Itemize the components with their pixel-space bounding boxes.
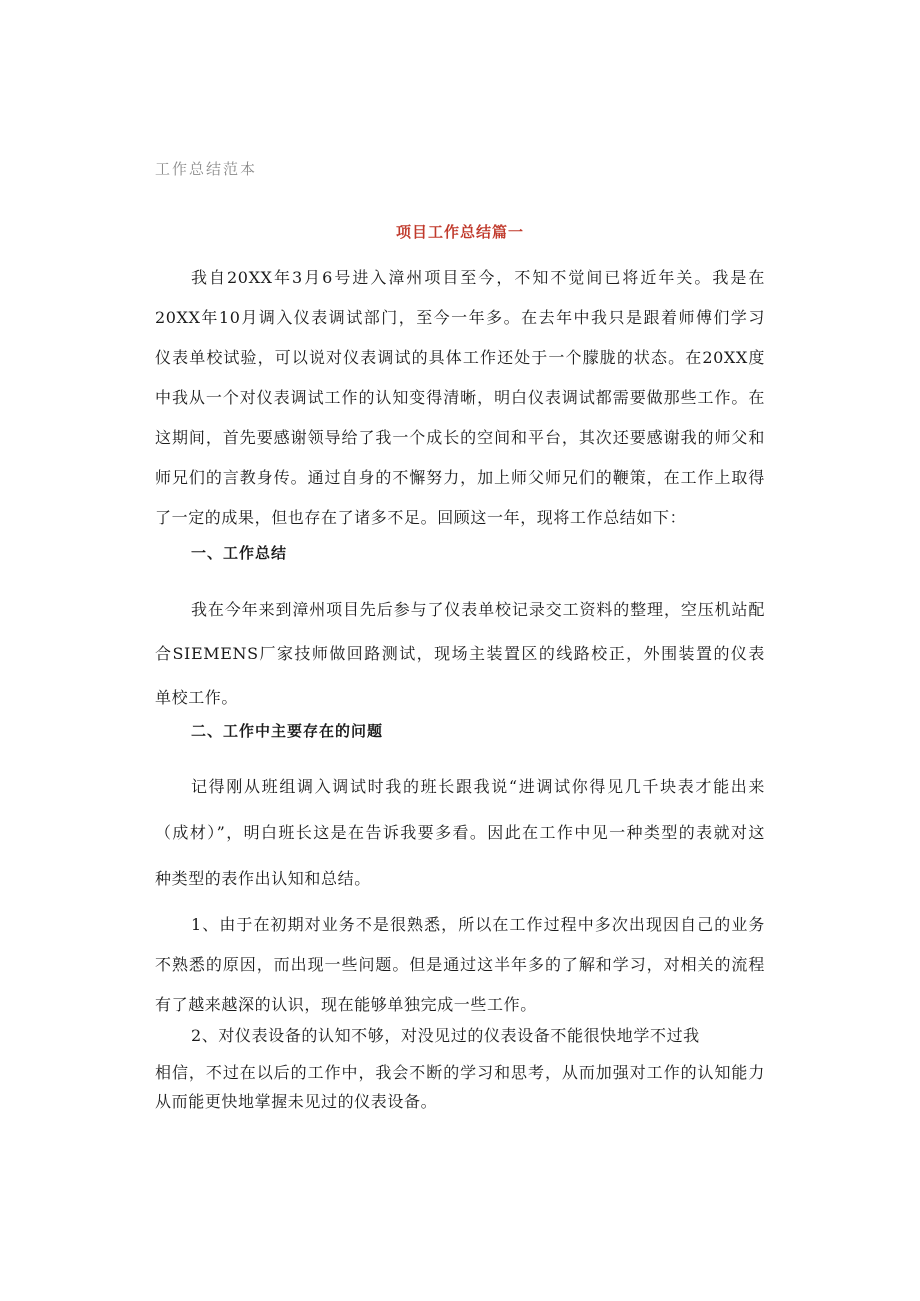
paragraph-line: 相信，不过在以后的工作中，我会不断的学习和思考，从而加强对工作的认知能力 — [155, 1063, 765, 1082]
paragraph-line: 这期间，首先要感谢领导给了我一个成长的空间和平台，其次还要感谢我的师父和 — [155, 428, 765, 447]
paragraph-line: 20XX年10月调入仪表调试部门，至今一年多。在去年中我只是跟着师傅们学习 — [155, 308, 765, 327]
intro-paragraph — [155, 258, 765, 538]
paragraph-line: 合SIEMENS厂家技师做回路测试，现场主装置区的线路校正，外围装置的仪表 — [155, 644, 765, 663]
paragraph-line: （成材）”，明白班长这是在告诉我要多看。因此在工作中见一种类型的表就对这 — [155, 823, 765, 842]
paragraph-line: 中我从一个对仪表调试工作的认知变得清晰，明白仪表调试都需要做那些工作。在 — [155, 388, 765, 407]
paragraph-line: 有了越来越深的认识，现在能够单独完成一些工作。 — [155, 995, 537, 1014]
paragraph-line: 不熟悉的原因，而出现一些问题。但是通过这半年多的了解和学习，对相关的流程 — [155, 955, 765, 974]
paragraph-line: 了一定的成果，但也存在了诸多不足。回顾这一年，现将工作总结如下： — [155, 508, 687, 527]
paragraph-line: 种类型的表作出认知和总结。 — [155, 869, 371, 888]
paragraph-line: 我在今年来到漳州项目先后参与了仪表单校记录交工资料的整理，空压机站配 — [191, 600, 765, 619]
document-title: 项目工作总结篇一 — [395, 223, 524, 241]
paragraph-line: 从而能更快地掌握未见过的仪表设备。 — [155, 1092, 438, 1111]
paragraph-line: 我自20XX年3月6号进入漳州项目至今，不知不觉间已将近年关。我是在 — [191, 268, 765, 287]
paragraph-line: 师兄们的言教身传。通过自身的不懈努力，加上师父师兄们的鞭策，在工作上取得 — [155, 468, 765, 487]
paragraph-line: 2、对仪表设备的认知不够，对没见过的仪表设备不能很快地学不过我 — [191, 1026, 700, 1045]
problems-intro-paragraph — [155, 764, 765, 902]
section-heading-problems: 二、工作中主要存在的问题 — [191, 722, 384, 740]
problem-item-1 — [155, 905, 765, 1025]
paragraph-line: 记得刚从班组调入调试时我的班长跟我说“进调试你得见几千块表才能出来 — [191, 777, 765, 796]
document-header-label: 工作总结范本 — [155, 160, 258, 178]
paragraph-line: 1、由于在初期对业务不是很熟悉，所以在工作过程中多次出现因自己的业务 — [191, 915, 765, 934]
section-heading-work-summary: 一、工作总结 — [191, 544, 288, 562]
work-summary-paragraph — [155, 588, 765, 720]
paragraph-line: 仪表单校试验，可以说对仪表调试的具体工作还处于一个朦胧的状态。在20XX度 — [155, 348, 765, 367]
problem-item-2 — [155, 1021, 765, 1116]
paragraph-line: 单校工作。 — [155, 688, 239, 707]
